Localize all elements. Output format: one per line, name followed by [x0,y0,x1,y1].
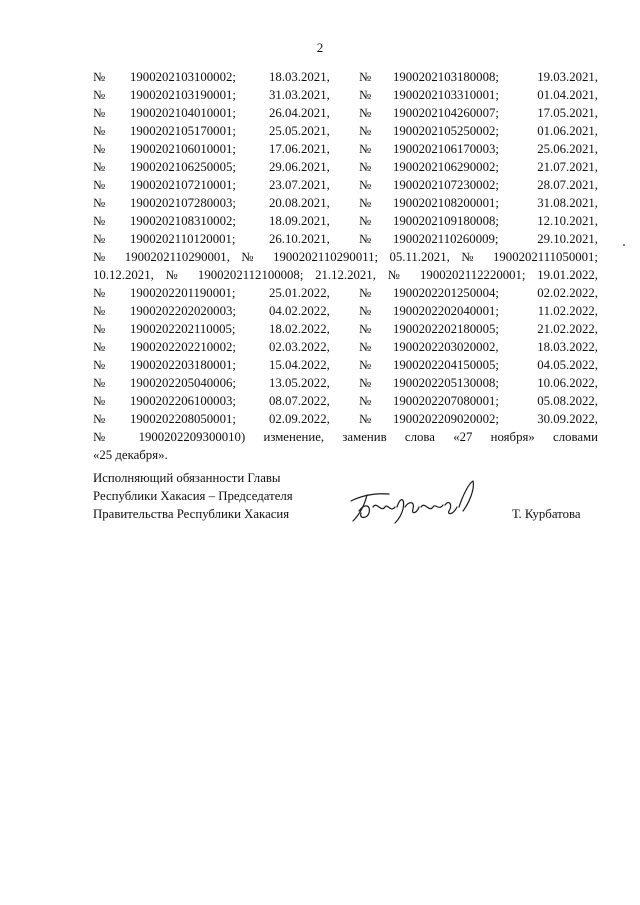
registry-number: 1900202103310001; [393,88,499,102]
registry-row [93,392,598,410]
date: 18.03.2021, [269,70,330,84]
date: 31.08.2021, [537,196,598,210]
registry-row [93,320,598,338]
registry-row [93,356,598,374]
number-sign: № [359,124,372,138]
registry-row [93,140,598,158]
date: 29.06.2021, [269,160,330,174]
registry-number: 1900202202210002; [130,340,236,354]
number-sign: № [359,304,372,318]
registry-row [93,374,598,392]
date: 02.09.2022, [269,412,330,426]
number-sign: № [93,232,106,246]
registry-number: 1900202202020003; [130,304,236,318]
registry-number: 1900202107230002; [393,178,499,192]
registry-number: 1900202103190001; [130,88,236,102]
number-sign: № [359,322,372,336]
registry-number: 1900202206100003; [130,394,236,408]
closing-line: «25 декабря». [93,448,168,462]
registry-number: 1900202202040001; [393,304,499,318]
closing-line: № 1900202209300010) изменение, заменив слова «27 ноября» словами [93,430,598,444]
number-sign: № [359,196,372,210]
registry-row [93,410,598,428]
number-sign: № [359,412,372,426]
number-sign: № [359,358,372,372]
registry-row [93,284,598,302]
registry-number: 1900202201190001; [130,286,236,300]
number-sign: № [359,376,372,390]
date: 08.07.2022, [269,394,330,408]
date: 18.09.2021, [269,214,330,228]
number-sign: № [93,124,106,138]
registry-number: 1900202204150005; [393,358,499,372]
registry-number: 1900202205130008; [393,376,499,390]
registry-number: 1900202106010001; [130,142,236,156]
date: 21.07.2021, [537,160,598,174]
registry-row [93,176,598,194]
date: 29.10.2021, [537,232,598,246]
registry-number: 1900202106250005; [130,160,236,174]
registry-number: 1900202202110005; [130,322,236,336]
signatory-block [93,469,293,523]
registry-number: 1900202103100002; [130,70,236,84]
registry-number: 1900202209020002; [393,412,499,426]
number-sign: № [359,394,372,408]
registry-row [93,230,598,248]
registry-row [93,338,598,356]
signatory-title-line: Исполняющий обязанности Главы [93,471,281,485]
number-sign: № [93,340,106,354]
registry-number: 1900202104260007; [393,106,499,120]
registry-row [93,68,598,86]
number-sign: № [93,322,106,336]
page-number: 2 [316,40,324,55]
date: 17.06.2021, [269,142,330,156]
date: 26.10.2021, [269,232,330,246]
number-sign: № [359,232,372,246]
date: 20.08.2021, [269,196,330,210]
registry-row [93,158,598,176]
number-sign: № [359,106,372,120]
date: 25.05.2021, [269,124,330,138]
date: 28.07.2021, [537,178,598,192]
date: 10.06.2022, [537,376,598,390]
wrap-line: № 1900202110290001, № 1900202110290011; 05.11.2021, № 1900202111050001; [93,250,598,264]
registry-row [93,86,598,104]
number-sign: № [93,214,106,228]
number-sign: № [359,160,372,174]
registry-number: 1900202105250002; [393,124,499,138]
date: 11.02.2022, [537,304,598,318]
registry-number: 1900202207080001; [393,394,499,408]
registry-number: 1900202107210001; [130,178,236,192]
registry-row [93,104,598,122]
registry-number: 1900202208050001; [130,412,236,426]
registry-number: 1900202202180005; [393,322,499,336]
date: 13.05.2022, [269,376,330,390]
date: 25.06.2021, [537,142,598,156]
registry-number: 1900202110260009; [393,232,499,246]
number-sign: № [359,88,372,102]
date: 02.02.2022, [537,286,598,300]
date: 26.04.2021, [269,106,330,120]
registry-number: 1900202107280003; [130,196,236,210]
signatory-title-line: Республики Хакасия – Председателя [93,489,293,503]
signatory-name: Т. Курбатова [512,507,581,521]
number-sign: № [93,196,106,210]
registry-number: 1900202105170001; [130,124,236,138]
signatory-title-line: Правительства Республики Хакасия [93,507,290,521]
number-sign: № [359,214,372,228]
number-sign: № [93,88,106,102]
number-sign: № [359,178,372,192]
date: 17.05.2021, [537,106,598,120]
date: 15.04.2022, [269,358,330,372]
registry-number: 1900202108200001; [393,196,499,210]
wrap-line: 10.12.2021, № 1900202112100008; 21.12.2021, № 1900202112220001; 19.01.2022, [93,268,598,282]
registry-number: 1900202203180001; [130,358,236,372]
number-sign: № [93,106,106,120]
number-sign: № [93,304,106,318]
date: 23.07.2021, [269,178,330,192]
date: 01.06.2021, [537,124,598,138]
date: 19.03.2021, [537,70,598,84]
date: 01.04.2021, [537,88,598,102]
number-sign: № [359,70,372,84]
date: 18.03.2022, [537,340,598,354]
number-sign: № [93,70,106,84]
registry-number: 1900202110120001; [130,232,236,246]
number-sign: № [93,160,106,174]
registry-list [93,68,598,464]
registry-number: 1900202201250004; [393,286,499,300]
date: 25.01.2022, [269,286,330,300]
number-sign: № [359,286,372,300]
date: 04.05.2022, [537,358,598,372]
number-sign: № [93,394,106,408]
registry-number: 1900202106290002; [393,160,499,174]
number-sign: № [93,178,106,192]
registry-row [93,122,598,140]
date: 05.08.2022, [537,394,598,408]
registry-row [93,194,598,212]
date: 02.03.2022, [269,340,330,354]
date: 21.02.2022, [537,322,598,336]
date: 04.02.2022, [269,304,330,318]
registry-number: 1900202104010001; [130,106,236,120]
number-sign: № [359,142,372,156]
registry-number: 1900202106170003; [393,142,499,156]
registry-row [93,302,598,320]
scan-mark [623,244,625,246]
number-sign: № [93,286,106,300]
registry-number: 1900202203020002, [393,340,499,354]
registry-number: 1900202205040006; [130,376,236,390]
number-sign: № [93,142,106,156]
date: 12.10.2021, [537,214,598,228]
registry-row [93,212,598,230]
number-sign: № [93,376,106,390]
handwritten-signature [345,477,480,527]
registry-number: 1900202108310002; [130,214,236,228]
date: 31.03.2021, [269,88,330,102]
number-sign: № [93,358,106,372]
date: 18.02.2022, [269,322,330,336]
number-sign: № [359,340,372,354]
registry-number: 1900202109180008; [393,214,499,228]
date: 30.09.2022, [537,412,598,426]
number-sign: № [93,412,106,426]
registry-number: 1900202103180008; [393,70,499,84]
